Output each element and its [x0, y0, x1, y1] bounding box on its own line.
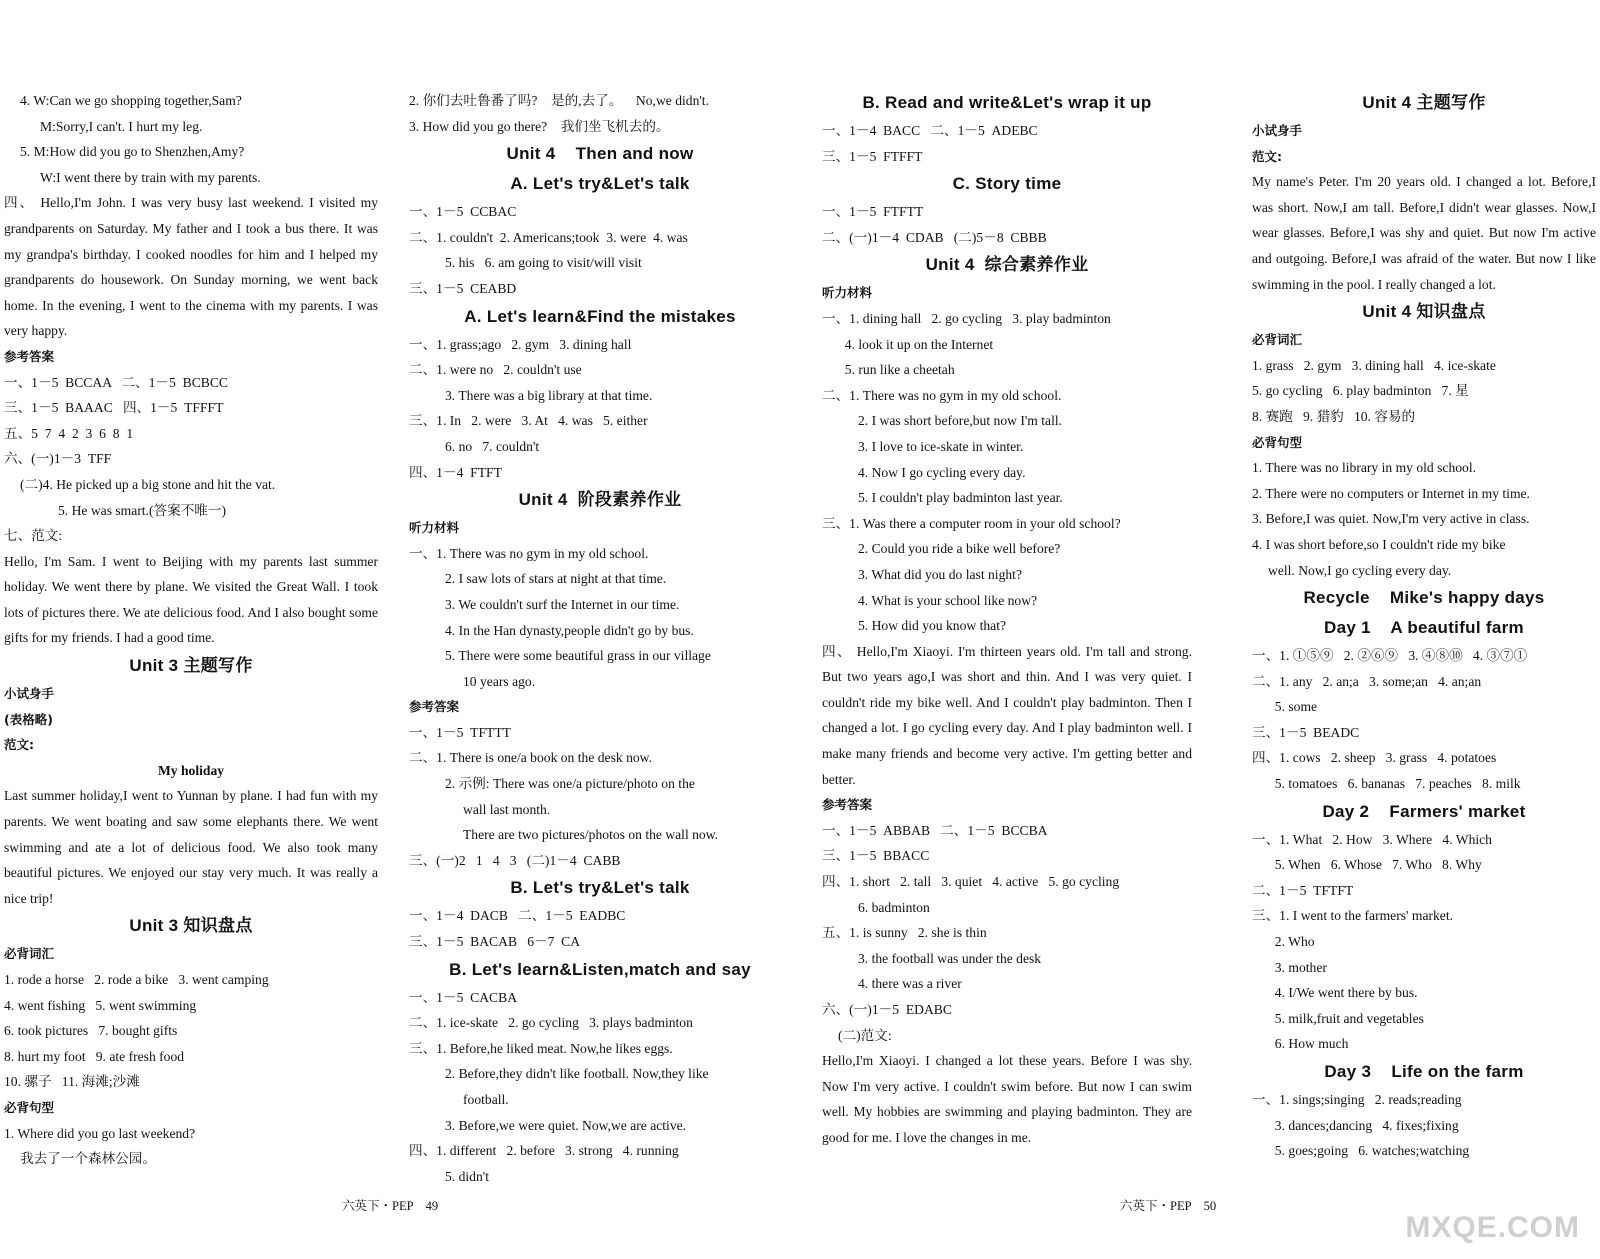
answer-line: 二、1. There was no gym in my old school. — [822, 387, 1062, 403]
answer-line: 四、1－4 FTFT — [409, 464, 502, 480]
answer-line: 一、1－5 FTFTT — [822, 204, 924, 220]
section-label: 必背句型 — [4, 1099, 55, 1115]
answer-line: 三、1. Was there a computer room in your old school? — [822, 515, 1121, 531]
answer-line: 五、5 7 4 2 3 6 8 1 — [4, 425, 134, 441]
answer-line: (二)范文: — [838, 1027, 892, 1043]
answer-line: 10 years ago. — [463, 673, 536, 689]
answer-line: 一、1. What 2. How 3. Where 4. Which — [1252, 831, 1492, 847]
answer-line: 5. milk,fruit and vegetables — [1268, 1010, 1424, 1026]
answer-line: 3. the football was under the desk — [858, 950, 1042, 966]
answer-line: 6. badminton — [858, 899, 930, 915]
answer-line: 6. How much — [1268, 1036, 1349, 1052]
answer-line: 一、1－5 CACBA — [409, 989, 518, 1005]
section-label: 范文: — [1252, 148, 1282, 164]
answer-line: 3. We couldn't surf the Internet in our time. — [445, 596, 680, 612]
answer-line: 三、(一)2 1 4 3 (二)1－4 CABB — [409, 852, 621, 868]
section-heading: A. Let's try&Let's talk — [510, 174, 690, 194]
section-label: 必背词汇 — [4, 946, 55, 962]
answer-line: 2. There were no computers or Internet in my time. — [1252, 485, 1530, 501]
section-heading: Day 3 Life on the farm — [1324, 1062, 1524, 1081]
answer-line: 二、1. There is one/a book on the desk now. — [409, 750, 653, 766]
section-label: 小试身手 — [1252, 123, 1303, 138]
answer-line: 3. How did you go there? 我们坐飞机去的。 — [409, 118, 670, 134]
answer-line: 五、1. is sunny 2. she is thin — [822, 925, 987, 941]
answer-line: 一、1－5 BCCAA 二、1－5 BCBCC — [4, 374, 228, 390]
answer-line: 一、1. sings;singing 2. reads;reading — [1252, 1092, 1462, 1107]
answer-line: 我去了一个森林公园。 — [20, 1151, 156, 1167]
answer-line: W:I went there by train with my parents. — [40, 169, 261, 185]
answer-line: 2. Before,they didn't like football. Now,they like — [445, 1066, 709, 1082]
answer-line: 一、1－5 ABBAB 二、1－5 BCCBA — [822, 822, 1048, 838]
answer-line: 8. hurt my foot 9. ate fresh food — [4, 1048, 185, 1064]
section-heading: Unit 4 综合素养作业 — [925, 255, 1089, 275]
section-label: (表格略) — [4, 711, 53, 727]
section-label: 参考答案 — [4, 348, 55, 364]
answer-line: 二、1. couldn't 2. Americans;took 3. were 4. was — [409, 229, 688, 245]
section-label: 必背词汇 — [1252, 332, 1303, 348]
answer-line: 1. Where did you go last weekend? — [4, 1125, 196, 1141]
answer-line: 2. 你们去吐鲁番了吗? 是的,去了。 No,we didn't. — [409, 93, 709, 108]
section-heading: Unit 3 知识盘点 — [129, 916, 253, 936]
answer-line: 3. I love to ice-skate in winter. — [858, 438, 1024, 454]
section-heading: Recycle Mike's happy days — [1303, 588, 1545, 608]
answer-line: 二、1. ice-skate 2. go cycling 3. plays badminton — [409, 1015, 693, 1031]
watermark: MXQE.COM — [1405, 1211, 1580, 1244]
answer-line: 3. There was a big library at that time. — [445, 387, 653, 403]
answer-line: 一、1. ①⑤⑨ 2. ②⑥⑨ 3. ④⑧⑩ 4. ③⑦① — [1252, 648, 1528, 664]
answer-line: 5. run like a cheetah — [838, 362, 955, 378]
answer-line: 4. W:Can we go shopping together,Sam? — [20, 93, 242, 108]
section-label: 听力材料 — [409, 520, 460, 536]
paragraph: Hello, I'm Sam. I went to Beijing with my parents last summer holiday. We went there by plane. We visited the Great Wall. I took lots of pictures there. We ate delicious food. And I also bought some gifts for my friends. I had a good time. — [4, 553, 378, 646]
section-label: 小试身手 — [4, 686, 55, 702]
answer-line: 一、1－4 BACC 二、1－5 ADEBC — [822, 123, 1038, 138]
answer-line: 5. go cycling 6. play badminton 7. 星 — [1252, 383, 1469, 399]
section-heading: A. Let's learn&Find the mistakes — [464, 306, 736, 326]
answer-line: 七、范文: — [4, 528, 63, 544]
answer-line: M:Sorry,I can't. I hurt my leg. — [40, 118, 203, 134]
answer-line: 三、1－5 BEADC — [1252, 724, 1360, 740]
answer-line: 5. goes;going 6. watches;watching — [1268, 1143, 1470, 1159]
answer-line: 2. 示例: There was one/a picture/photo on the — [445, 776, 695, 792]
answer-line: 一、1－5 TFTTT — [409, 724, 511, 740]
section-label: 参考答案 — [409, 699, 460, 715]
answer-line: 一、1－4 DACB 二、1－5 EADBC — [409, 908, 626, 924]
answer-line: 4. Now I go cycling every day. — [858, 464, 1026, 480]
answer-line: wall last month. — [463, 801, 551, 817]
answer-line: 4. look it up on the Internet — [838, 336, 994, 352]
answer-line: 三、1－5 CEABD — [409, 280, 517, 296]
answer-line: 一、1. dining hall 2. go cycling 3. play badminton — [822, 310, 1111, 326]
answer-line: 5. I couldn't play badminton last year. — [858, 490, 1063, 506]
column-2 — [409, 88, 791, 1189]
answer-line: 三、1－5 FTFFT — [822, 148, 923, 164]
paragraph: 四、 Hello,I'm John. I was very busy last weekend. I visited my grandparents on Saturday. My father and I took a bus there. It was my grandpa's birthday. I cooked noodles for him and I helped my grandparents do housework. On Sunday morning, we went back home. In the evening, I went to the cinema with my parents. I was very happy. — [4, 195, 378, 339]
section-label: 听力材料 — [822, 285, 873, 301]
answer-line: 5. tomatoes 6. bananas 7. peaches 8. milk — [1268, 776, 1521, 792]
answer-line: 一、1－5 CCBAC — [409, 204, 517, 220]
answer-line: 六、(一)1－5 EDABC — [822, 1002, 952, 1017]
answer-line: 三、1－5 BBACC — [822, 848, 930, 864]
answer-line: (二)4. He picked up a big stone and hit the vat. — [20, 476, 276, 492]
section-heading: Unit 4 主题写作 — [1362, 93, 1486, 112]
answer-line: 5. There were some beautiful grass in our village — [445, 648, 711, 664]
paragraph: Hello,I'm Xiaoyi. I changed a lot these years. Before I was shy. Now I'm very active. I couldn't swim before. But now I can swim well. My hobbies are swimming and playing badminton. They are good for me. I love the changes in me. — [822, 1053, 1192, 1145]
answer-line: 2. I saw lots of stars at night at that time. — [445, 571, 667, 587]
answer-line: 6. took pictures 7. bought gifts — [4, 1023, 178, 1039]
answer-line: 5. his 6. am going to visit/will visit — [445, 255, 642, 271]
answer-line: There are two pictures/photos on the wall now. — [463, 827, 719, 843]
answer-line: 2. Who — [1268, 934, 1315, 950]
answer-line: 4. I was short before,so I couldn't ride my bike — [1252, 536, 1506, 552]
column-4 — [1252, 88, 1596, 1164]
section-label: 必背句型 — [1252, 434, 1303, 450]
answer-line: 三、1. I went to the farmers' market. — [1252, 908, 1454, 924]
answer-line: football. — [463, 1092, 509, 1107]
answer-line: 1. rode a horse 2. rode a bike 3. went camping — [4, 972, 269, 987]
section-heading: B. Read and write&Let's wrap it up — [862, 93, 1152, 112]
answer-line: 3. Before,I was quiet. Now,I'm very active in class. — [1252, 511, 1530, 527]
answer-line: 二、1. any 2. an;a 3. some;an 4. an;an — [1252, 673, 1482, 689]
answer-line: 四、1. short 2. tall 3. quiet 4. active 5. go cycling — [822, 874, 1120, 890]
paragraph: My name's Peter. I'm 20 years old. I changed a lot. Before,I was short. Now,I am tall. Before,I didn't wear glasses. Now,I wear glasses. Before,I was shy and quiet. But now I'm active and outgoing. Before,I was afraid of the water. But now I like swimming in the pool. I really changed a lot. — [1252, 174, 1596, 292]
answer-line: 3. What did you do last night? — [858, 566, 1022, 582]
answer-line: 3. mother — [1268, 959, 1327, 975]
answer-line: 4. In the Han dynasty,people didn't go by bus. — [445, 622, 694, 638]
paragraph: 四、 Hello,I'm Xiaoyi. I'm thirteen years old. I'm tall and strong. But two years ago,I was short and thin. And I was very quiet. I couldn't ride my bike well. And I couldn't play badminton. Then I changed a lot. I go cycling every day. And I play badminton well. I make many friends and become very active. I'm getting better and better. — [822, 643, 1192, 787]
page-footer-right: 六英下・PEP 50 — [1120, 1199, 1217, 1213]
answer-line: well. Now,I go cycling every day. — [1268, 562, 1452, 578]
section-label: 范文: — [4, 737, 34, 753]
answer-line: 5. didn't — [445, 1168, 489, 1184]
section-heading: B. Let's learn&Listen,match and say — [449, 959, 751, 979]
answer-line: 4. What is your school like now? — [858, 592, 1038, 608]
column-1 — [4, 88, 378, 1172]
answer-line: 5. M:How did you go to Shenzhen,Amy? — [20, 144, 245, 160]
answer-line: 三、1－5 BAAAC 四、1－5 TFFFT — [4, 400, 224, 416]
answer-line: 1. grass 2. gym 3. dining hall 4. ice-skate — [1252, 357, 1496, 373]
answer-line: 四、1. different 2. before 3. strong 4. running — [409, 1143, 679, 1159]
answer-line: 6. no 7. couldn't — [445, 438, 540, 454]
section-heading: Day 1 A beautiful farm — [1324, 618, 1524, 638]
section-heading: Unit 4 阶段素养作业 — [518, 490, 682, 510]
section-heading: Day 2 Farmers' market — [1322, 801, 1526, 821]
answer-line: 3. Before,we were quiet. Now,we are active. — [445, 1117, 687, 1133]
answer-line: 4. went fishing 5. went swimming — [4, 997, 197, 1013]
answer-line: 5. How did you know that? — [858, 618, 1007, 634]
section-heading: B. Let's try&Let's talk — [510, 878, 690, 898]
answer-line: 8. 赛跑 9. 猎豹 10. 容易的 — [1252, 408, 1416, 424]
answer-line: 3. dances;dancing 4. fixes;fixing — [1268, 1117, 1459, 1133]
answer-line: 四、1. cows 2. sheep 3. grass 4. potatoes — [1252, 750, 1497, 766]
answer-line: 10. 骡子 11. 海滩;沙滩 — [4, 1074, 140, 1090]
answer-line: 1. There was no library in my old school. — [1252, 460, 1477, 476]
column-3 — [822, 88, 1192, 1151]
answer-line: 5. When 6. Whose 7. Who 8. Why — [1268, 857, 1482, 873]
answer-line: 六、(一)1－3 TFF — [4, 451, 112, 467]
essay-title: My holiday — [157, 762, 225, 778]
answer-line: 三、1－5 BACAB 6－7 CA — [409, 934, 581, 950]
answer-line: 三、1. In 2. were 3. At 4. was 5. either — [409, 413, 648, 429]
section-heading: Unit 3 主题写作 — [129, 656, 253, 676]
answer-line: 二、1. were no 2. couldn't use — [409, 362, 582, 378]
section-heading: Unit 4 Then and now — [506, 144, 694, 164]
page-footer-left: 六英下・PEP 49 — [342, 1199, 439, 1213]
answer-line: 5. some — [1268, 699, 1318, 715]
answer-line: 5. He was smart.(答案不唯一) — [58, 502, 227, 518]
answer-line: 二、1－5 TFTFT — [1252, 882, 1354, 898]
answer-line: 4. I/We went there by bus. — [1268, 985, 1418, 1001]
answer-line: 一、1. There was no gym in my old school. — [409, 545, 649, 561]
section-heading: C. Story time — [952, 174, 1062, 194]
paragraph: Last summer holiday,I went to Yunnan by plane. I had fun with my parents. We went boating and saw some elephants there. We went swimming and ate a lot of delicious food. We also took many beautiful pictures. We enjoyed our stay very much. It was really a nice trip! — [4, 788, 378, 906]
section-heading: Unit 4 知识盘点 — [1362, 302, 1486, 322]
answer-line: 2. Could you ride a bike well before? — [858, 541, 1061, 557]
answer-line: 4. there was a river — [858, 976, 962, 992]
section-label: 参考答案 — [822, 797, 873, 813]
answer-line: 2. I was short before,but now I'm tall. — [858, 413, 1063, 429]
answer-line: 二、(一)1－4 CDAB (二)5－8 CBBB — [822, 229, 1047, 245]
answer-line: 三、1. Before,he liked meat. Now,he likes eggs. — [409, 1040, 673, 1056]
answer-line: 一、1. grass;ago 2. gym 3. dining hall — [409, 336, 632, 352]
